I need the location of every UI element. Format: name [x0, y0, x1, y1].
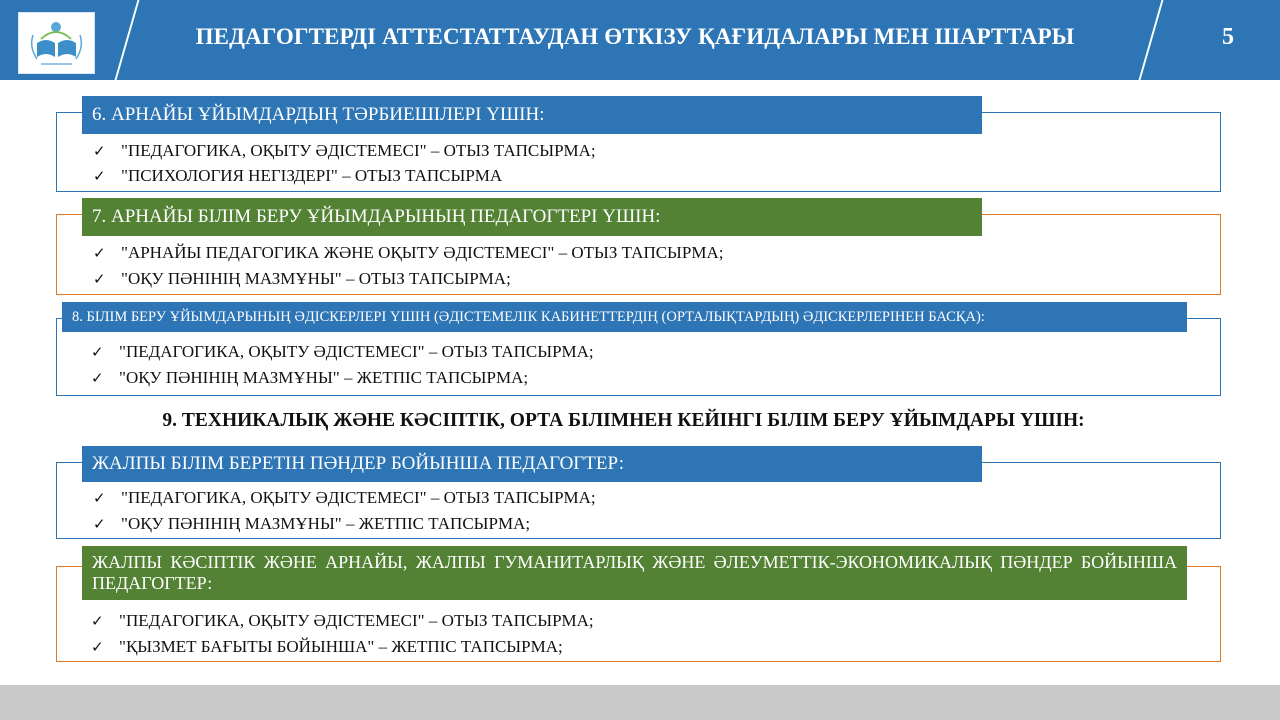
slide-header [0, 0, 1280, 80]
page-title: ПЕДАГОГТЕРДІ АТТЕСТАТТАУДАН ӨТКІЗУ ҚАҒИДАЛАРЫ МЕН ШАРТТАРЫ [195, 24, 1075, 49]
list-item: ✓ "ОҚУ ПӘНІНІҢ МАЗМҰНЫ" – ЖЕТПІС ТАПСЫРМА; [93, 512, 530, 536]
check-icon: ✓ [93, 489, 106, 507]
check-icon: ✓ [91, 343, 104, 361]
section-9-heading: 9. ТЕХНИКАЛЫҚ ЖӘНЕ КӘСІПТІК, ОРТА БІЛІМНЕН КЕЙІНГІ БІЛІМ БЕРУ ҰЙЫМДАРЫ ҮШІН: [162, 410, 1085, 431]
list-item: ✓ "ПЕДАГОГИКА, ОҚЫТУ ӘДІСТЕМЕСІ" – ОТЫЗ ТАПСЫРМА; [93, 139, 596, 163]
footer-strip [0, 685, 1280, 720]
list-item: ✓ "ОҚУ ПӘНІНІҢ МАЗМҰНЫ" – ЖЕТПІС ТАПСЫРМА; [91, 366, 528, 390]
list-item: ✓ "ҚЫЗМЕТ БАҒЫТЫ БОЙЫНША" – ЖЕТПІС ТАПСЫРМА; [91, 635, 563, 659]
check-icon: ✓ [93, 167, 106, 185]
section-7-heading: 7. АРНАЙЫ БІЛІМ БЕРУ ҰЙЫМДАРЫНЫҢ ПЕДАГОГТЕРІ ҮШІН: [82, 198, 982, 236]
list-item: ✓ "ОҚУ ПӘНІНІҢ МАЗМҰНЫ" – ОТЫЗ ТАПСЫРМА; [93, 267, 511, 291]
section-9-group-2-heading: ЖАЛПЫ КӘСІПТІК ЖӘНЕ АРНАЙЫ, ЖАЛПЫ ГУМАНИТАРЛЫҚ ЖӘНЕ ӘЛЕУМЕТТІК-ЭКОНОМИКАЛЫҚ ПӘНДЕР БОЙЫНША ПЕДАГОГТЕР: [82, 546, 1187, 600]
section-6-heading: 6. АРНАЙЫ ҰЙЫМДАРДЫҢ ТӘРБИЕШІЛЕРІ ҮШІН: [82, 96, 982, 134]
list-item: ✓ "ПЕДАГОГИКА, ОҚЫТУ ӘДІСТЕМЕСІ" – ОТЫЗ ТАПСЫРМА; [93, 486, 596, 510]
list-item: ✓ "ПЕДАГОГИКА, ОҚЫТУ ӘДІСТЕМЕСІ" – ОТЫЗ ТАПСЫРМА; [91, 340, 594, 364]
header-divider-left [115, 0, 140, 80]
section-8-heading: 8. БІЛІМ БЕРУ ҰЙЫМДАРЫНЫҢ ӘДІСКЕРЛЕРІ ҮШІН (ӘДІСТЕМЕЛІК КАБИНЕТТЕРДІҢ (ОРТАЛЫҚТАРДЫҢ) ӘДІСКЕРЛЕРІНЕН БАСҚА): [62, 302, 1187, 332]
check-icon: ✓ [93, 515, 106, 533]
check-icon: ✓ [93, 142, 106, 160]
logo-icon [19, 13, 94, 73]
list-item: ✓ "ПЕДАГОГИКА, ОҚЫТУ ӘДІСТЕМЕСІ" – ОТЫЗ ТАПСЫРМА; [91, 609, 594, 633]
check-icon: ✓ [91, 369, 104, 387]
section-9-group-1-heading: ЖАЛПЫ БІЛІМ БЕРЕТІН ПӘНДЕР БОЙЫНША ПЕДАГОГТЕР: [82, 446, 982, 482]
page-number: 5 [1222, 24, 1234, 50]
header-divider-right [1139, 0, 1164, 80]
check-icon: ✓ [91, 638, 104, 656]
organization-logo [18, 12, 95, 74]
check-icon: ✓ [93, 244, 106, 262]
check-icon: ✓ [91, 612, 104, 630]
list-item: ✓ "ПСИХОЛОГИЯ НЕГІЗДЕРІ" – ОТЫЗ ТАПСЫРМА [93, 164, 502, 188]
check-icon: ✓ [93, 270, 106, 288]
list-item: ✓ "АРНАЙЫ ПЕДАГОГИКА ЖӘНЕ ОҚЫТУ ӘДІСТЕМЕСІ" – ОТЫЗ ТАПСЫРМА; [93, 241, 723, 265]
